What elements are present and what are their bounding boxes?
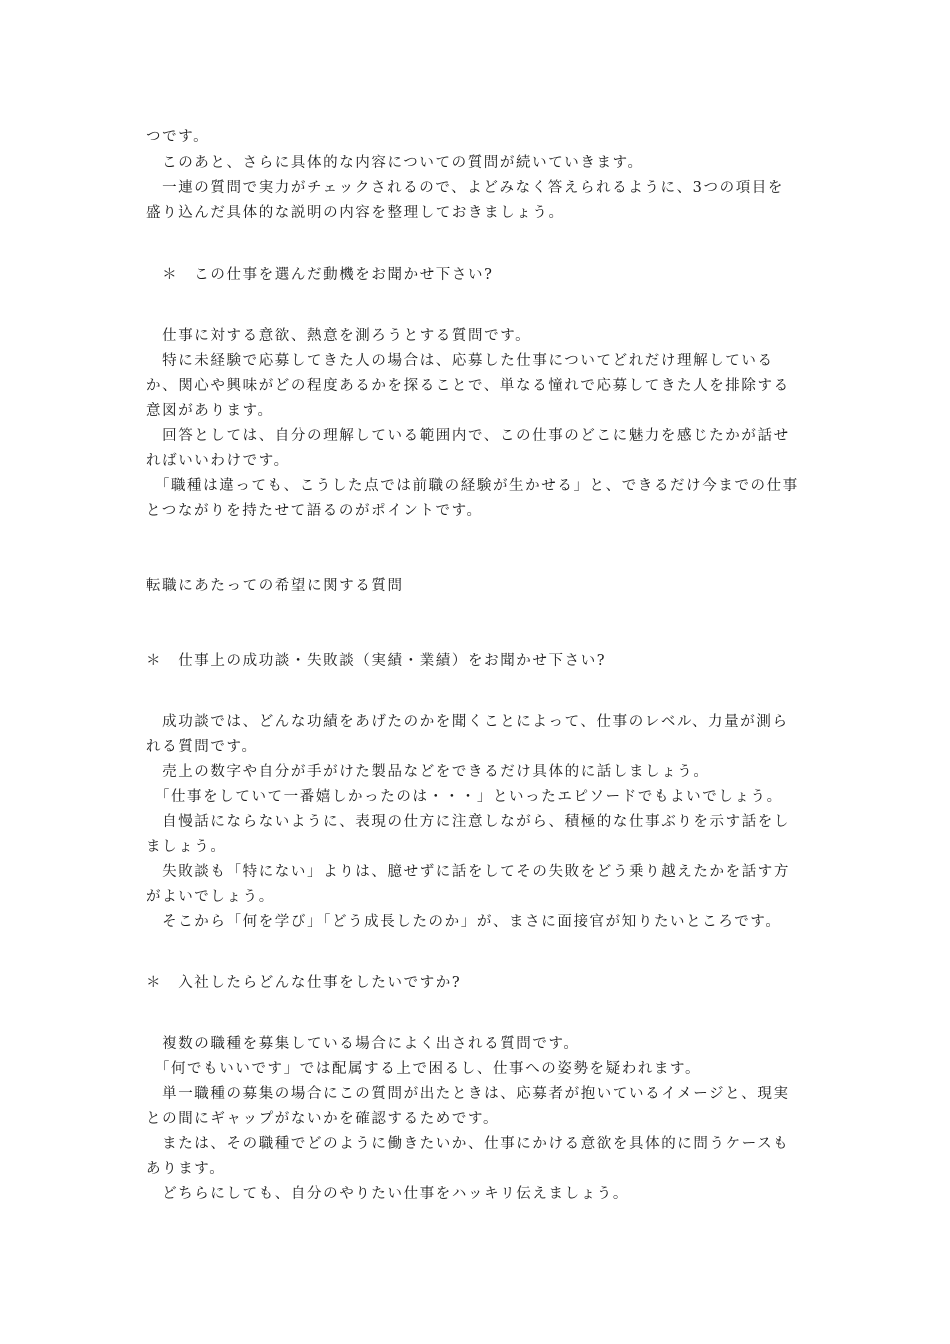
paragraph-line: このあと、さらに具体的な内容についての質問が続いていきます。 xyxy=(146,155,644,171)
question-heading: ＊ この仕事を選んだ動機をお聞かせ下さい? xyxy=(146,267,494,283)
paragraph-line: どちらにしても、自分のやりたい仕事をハッキリ伝えましょう。 xyxy=(146,1186,629,1202)
paragraph-line: との間にギャップがないかを確認するためです。 xyxy=(146,1111,500,1127)
paragraph-line: 自慢話にならないように、表現の仕方に注意しながら、積極的な仕事ぶりを示す話をし xyxy=(146,814,790,830)
paragraph-line: 仕事に対する意欲、熱意を測ろうとする質問です。 xyxy=(146,328,532,344)
paragraph-line: 複数の職種を募集している場合によく出される質問です。 xyxy=(146,1036,580,1052)
paragraph-line: 成功談では、どんな功績をあげたのかを聞くことによって、仕事のレベル、力量が測ら xyxy=(146,714,789,730)
paragraph-line: 意図があります。 xyxy=(146,403,274,419)
paragraph-line: がよいでしょう。 xyxy=(146,889,275,905)
paragraph-line: 売上の数字や自分が手がけた製品などをできるだけ具体的に話しましょう。 xyxy=(146,764,710,780)
paragraph-line: つです。 xyxy=(146,129,210,145)
paragraph-line: または、その職種でどのように働きたいか、仕事にかける意欲を具体的に問うケースも xyxy=(146,1136,790,1152)
paragraph-line: 「何でもいいです」では配属する上で困るし、仕事への姿勢を疑われます。 xyxy=(146,1061,702,1077)
paragraph-line: 単一職種の募集の場合にこの質問が出たときは、応募者が抱いているイメージと、現実 xyxy=(146,1086,790,1102)
question-heading: ＊ 入社したらどんな仕事をしたいですか? xyxy=(146,975,462,991)
paragraph-line: 盛り込んだ具体的な説明の内容を整理しておきましょう。 xyxy=(146,205,565,221)
paragraph-line: れる質問です。 xyxy=(146,739,258,755)
paragraph-line: 失敗談も「特にない」よりは、臆せずに話をしてその失敗をどう乗り越えたかを話す方 xyxy=(146,864,790,880)
paragraph-line: ましょう。 xyxy=(146,839,227,855)
paragraph-line: 一連の質問で実力がチェックされるので、よどみなく答えられるように、3つの項目を xyxy=(146,180,784,196)
paragraph-line: そこから「何を学び」「どう成長したのか」が、まさに面接官が知りたいところです。 xyxy=(146,914,782,930)
paragraph-line: とつながりを持たせて語るのがポイントです。 xyxy=(146,503,483,519)
paragraph-line: あります。 xyxy=(146,1161,226,1177)
paragraph-line: か、関心や興味がどの程度あるかを探ることで、単なる憧れで応募してきた人を排除する xyxy=(146,378,790,394)
paragraph-line: 「仕事をしていて一番嬉しかったのは・・・」といったエピソードでもよいでしょう。 xyxy=(146,789,783,805)
paragraph-line: 特に未経験で応募してきた人の場合は、応募した仕事についてどれだけ理解している xyxy=(146,353,774,369)
section-heading: 転職にあたっての希望に関する質問 xyxy=(146,578,404,594)
paragraph-line: 回答としては、自分の理解している範囲内で、この仕事のどこに魅力を感じたかが話せ xyxy=(146,428,790,444)
paragraph-line: 「職種は違っても、こうした点では前職の経験が生かせる」と、できるだけ今までの仕事 xyxy=(146,478,799,494)
paragraph-line: ればいいわけです。 xyxy=(146,453,290,469)
question-heading: ＊ 仕事上の成功談・失敗談（実績・業績）をお聞かせ下さい? xyxy=(146,653,607,669)
